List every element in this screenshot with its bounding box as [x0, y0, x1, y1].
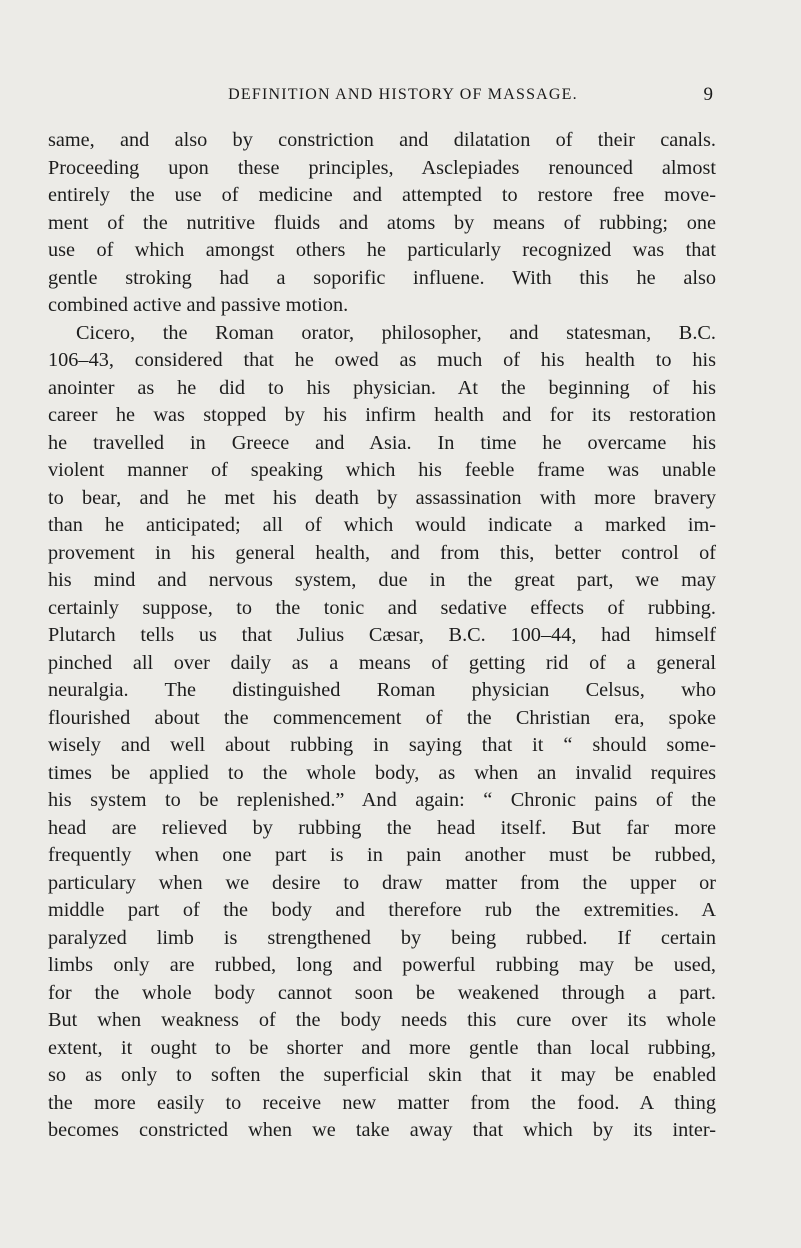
text-line: same, and also by constriction and dilatation of their canals. [48, 129, 716, 151]
text-line: limbs only are rubbed, long and powerful rubbing may be used, [48, 954, 716, 976]
text-line: to bear, and he met his death by assassination with more bravery [48, 486, 716, 509]
text-line: so as only to soften the superficial skin that it may be enabled [48, 1064, 716, 1086]
text-line: certainly suppose, to the tonic and sedative effects of rubbing. [48, 596, 716, 619]
body-text [48, 127, 716, 1145]
page-number: 9 [703, 84, 713, 105]
text-line: the more easily to receive new matter from the food. A thing [48, 1091, 716, 1114]
text-line: than he anticipated; all of which would indicate a marked im- [48, 514, 716, 536]
running-title: DEFINITION AND HISTORY OF MASSAGE. [228, 86, 578, 103]
text-line: head are relieved by rubbing the head itself. But far more [48, 816, 716, 839]
text-line: his mind and nervous system, due in the great part, we may [48, 569, 716, 591]
text-line: career he was stopped by his infirm health and for its restoration [48, 404, 716, 426]
text-line: But when weakness of the body needs this cure over its whole [48, 1009, 716, 1031]
text-line: ment of the nutritive fluids and atoms by means of rubbing; one [48, 211, 716, 234]
text-line: middle part of the body and therefore rub the extremities. A [48, 899, 716, 921]
text-line: Plutarch tells us that Julius Cæsar, B.C. 100–44, had himself [48, 624, 716, 646]
text-line: pinched all over daily as a means of getting rid of a general [48, 651, 716, 674]
text-line: frequently when one part is in pain another must be rubbed, [48, 844, 716, 866]
text-line: anointer as he did to his physician. At the beginning of his [48, 376, 716, 399]
text-line: his system to be replenished.” And again: “ Chronic pains of the [48, 789, 716, 811]
text-line: flourished about the commencement of the Christian era, spoke [48, 706, 716, 729]
text-line: neuralgia. The distinguished Roman physician Celsus, who [48, 679, 716, 701]
text-line: use of which amongst others he particularly recognized was that [48, 239, 716, 261]
text-line: times be applied to the whole body, as when an invalid requires [48, 761, 716, 784]
text-line: for the whole body cannot soon be weakened through a part. [48, 981, 716, 1004]
text-line: gentle stroking had a soporific influene. With this he also [48, 266, 716, 289]
text-line: wisely and well about rubbing in saying that it “ should some- [48, 734, 716, 756]
text-line: Proceeding upon these principles, Asclepiades renounced almost [48, 156, 716, 179]
running-head [98, 84, 713, 110]
text-line: extent, it ought to be shorter and more gentle than local rubbing, [48, 1036, 716, 1059]
text-line: he travelled in Greece and Asia. In time he overcame his [48, 431, 716, 454]
text-line: entirely the use of medicine and attempted to restore free move- [48, 184, 716, 206]
text-line: combined active and passive motion. [48, 294, 349, 316]
text-line: particulary when we desire to draw matter from the upper or [48, 871, 716, 894]
text-line: provement in his general health, and from this, better control of [48, 541, 716, 564]
text-line: violent manner of speaking which his feeble frame was unable [48, 459, 716, 481]
text-line: 106–43, considered that he owed as much of his health to his [48, 349, 716, 371]
text-line: Cicero, the Roman orator, philosopher, and statesman, B.C. [76, 321, 716, 344]
text-line: paralyzed limb is strengthened by being rubbed. If certain [48, 926, 716, 949]
text-line: becomes constricted when we take away that which by its inter- [48, 1119, 716, 1141]
